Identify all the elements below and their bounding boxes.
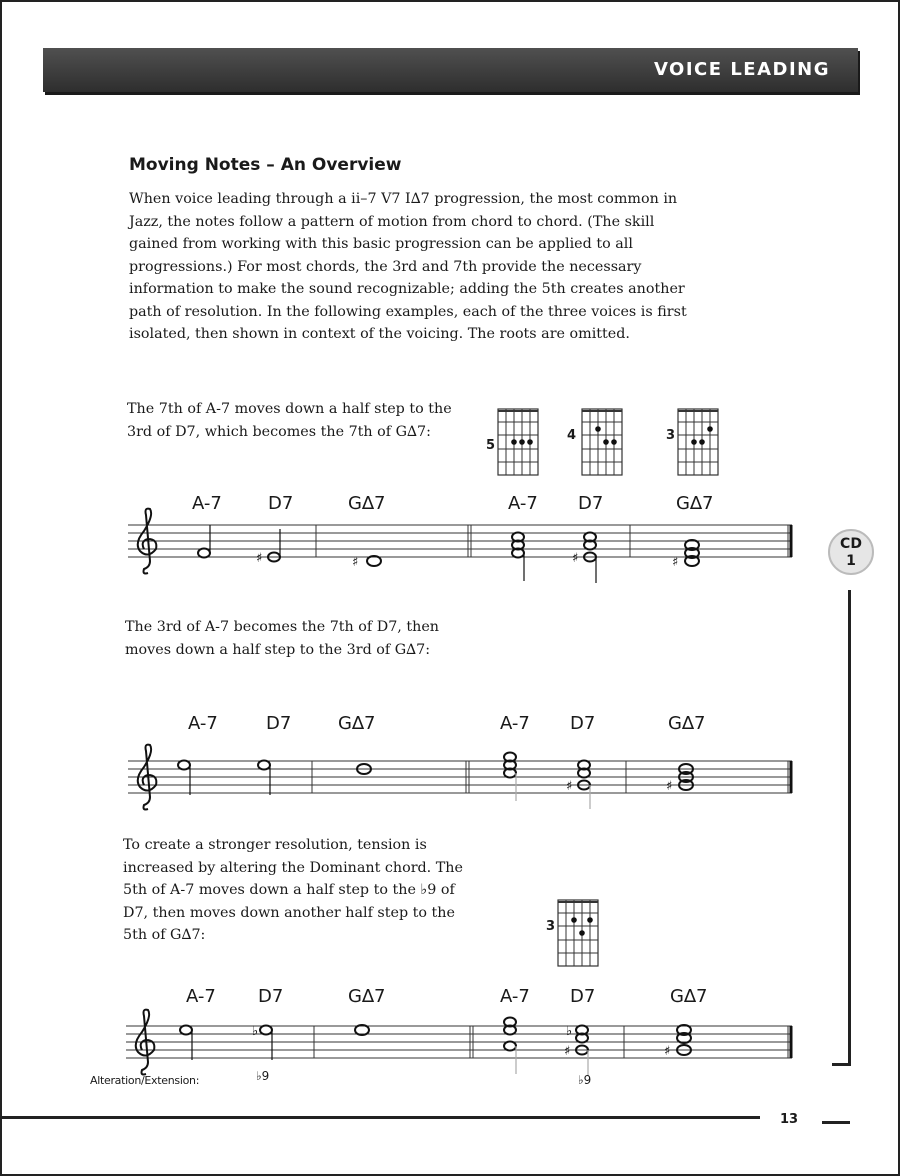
cd-badge-track: 1 xyxy=(846,553,856,569)
alteration-flat9-2: ♭9 xyxy=(578,1073,592,1087)
example-2-text: The 3rd of A-7 becomes the 7th of D7, then moves down a half step to the 3rd of G∆7: xyxy=(125,619,440,658)
header-title: VOICE LEADING xyxy=(653,59,830,80)
svg-text:♯: ♯ xyxy=(564,1044,571,1059)
example-3-text: To create a stronger resolution, tension is increased by altering the Dominant chord. The 5th of A-7 moves down a half step to the ♭9 of D7, then moves down another half step to the 5th of G∆7: xyxy=(123,837,463,943)
chord-diagram-3 xyxy=(678,409,718,475)
chord-symbol: A-7 xyxy=(186,986,216,1007)
chord-symbol: G∆7 xyxy=(670,986,708,1007)
cd-badge xyxy=(828,529,874,575)
alteration-extension-label: Alteration/Extension: xyxy=(90,1074,200,1087)
cd-bracket-tick xyxy=(832,1063,851,1066)
header-bar xyxy=(43,48,858,92)
example-1-text: The 7th of A-7 moves down a half step to the 3rd of D7, which becomes the 7th of G∆7: xyxy=(127,401,452,440)
example-3-chord-diagram xyxy=(540,896,610,971)
chord-symbol: G∆7 xyxy=(676,493,714,514)
svg-text:♭: ♭ xyxy=(252,1024,259,1039)
chord-symbol: G∆7 xyxy=(348,493,386,514)
example-2-staff xyxy=(120,705,810,815)
example-1-chord-diagrams xyxy=(480,405,730,480)
fret-position-4: 3 xyxy=(546,919,556,934)
svg-text:♯: ♯ xyxy=(566,779,573,794)
section-title: Moving Notes – An Overview xyxy=(129,155,402,175)
svg-text:♯: ♯ xyxy=(256,551,263,566)
svg-text:♭: ♭ xyxy=(566,1024,573,1039)
cd-badge-label: CD xyxy=(840,536,862,552)
svg-text:♯: ♯ xyxy=(666,779,673,794)
footer-dash xyxy=(822,1121,850,1124)
chord-symbol: G∆7 xyxy=(338,713,376,734)
example-3-staff xyxy=(118,978,808,1096)
chord-symbol: D7 xyxy=(570,713,596,734)
page-number: 13 xyxy=(780,1112,799,1127)
chord-symbol: G∆7 xyxy=(668,713,706,734)
chord-symbol: G∆7 xyxy=(348,986,386,1007)
svg-text:♯: ♯ xyxy=(572,551,579,566)
chord-symbol: A-7 xyxy=(500,713,530,734)
intro-paragraph: When voice leading through a ii–7 V7 I∆7 progression, the most common in Jazz, the notes follow a pattern of motion from chord to chord. (The skill gained from working with this basic progression can be applied to all progressions.) For most chords, the 3rd and 7th provide the necessary information to make the sound recognizable; adding the 5th creates another path of resolution. In the following examples, each of the three voices is first isolated, then shown in context of the voicing. The roots are omitted. xyxy=(129,191,687,342)
chord-symbol: D7 xyxy=(578,493,604,514)
chord-diagram-1 xyxy=(498,409,538,475)
fret-position-2: 4 xyxy=(567,428,577,443)
alteration-flat9-1: ♭9 xyxy=(256,1069,270,1083)
footer-rule xyxy=(0,1116,760,1119)
svg-text:♯: ♯ xyxy=(352,555,359,570)
notes xyxy=(198,525,699,583)
chord-symbol: A-7 xyxy=(508,493,538,514)
chord-symbol: A-7 xyxy=(188,713,218,734)
chord-symbol: D7 xyxy=(266,713,292,734)
chord-symbol: D7 xyxy=(258,986,284,1007)
fret-position-1: 5 xyxy=(486,438,496,453)
chord-symbol: A-7 xyxy=(192,493,222,514)
chord-symbol: D7 xyxy=(570,986,596,1007)
example-1-staff xyxy=(120,485,810,595)
fret-position-3: 3 xyxy=(666,428,676,443)
chord-symbol: D7 xyxy=(268,493,294,514)
svg-text:♯: ♯ xyxy=(664,1044,671,1059)
cd-bracket-line xyxy=(848,590,851,1066)
chord-symbol: A-7 xyxy=(500,986,530,1007)
chord-diagram-2 xyxy=(582,409,622,475)
svg-text:♯: ♯ xyxy=(672,555,679,570)
